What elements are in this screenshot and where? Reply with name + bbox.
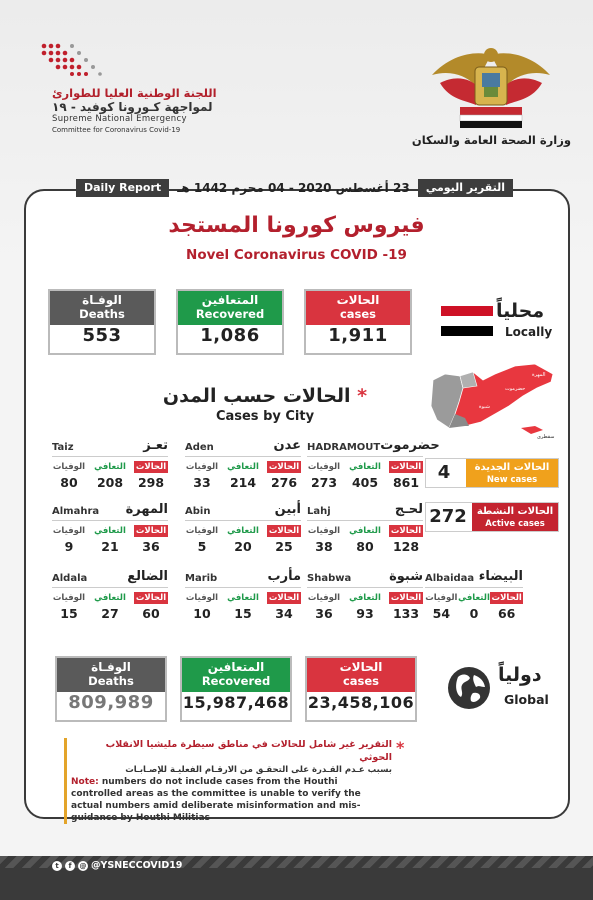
global-deaths-box	[55, 656, 167, 722]
city-recovered: 0	[469, 606, 479, 621]
city-name-en: Shabwa	[307, 573, 352, 584]
city-recovered: 214	[229, 475, 257, 490]
label-recovered: التعافي	[349, 526, 381, 536]
committee-en-line2: Committee for Coronavirus Covid-19	[52, 126, 181, 134]
local-recovered-en: Recovered	[195, 307, 265, 321]
cases-by-city-star: *	[357, 385, 368, 407]
city-cases: 34	[275, 606, 293, 621]
label-recovered: التعافي	[94, 593, 126, 603]
map-label-hadramout: حضرموت	[505, 386, 526, 392]
city-recovered: 21	[101, 539, 119, 554]
note-label: Note:	[71, 777, 99, 787]
city-cases: 298	[137, 475, 165, 490]
label-cases: الحالات	[135, 526, 167, 536]
note-block	[64, 738, 392, 824]
city-cases: 60	[142, 606, 160, 621]
label-deaths: الوفيات	[185, 593, 219, 603]
twitter-icon[interactable]: t	[52, 861, 62, 871]
social-handles	[52, 860, 182, 871]
city-deaths: 54	[432, 606, 451, 621]
city-card-aldala	[52, 569, 168, 621]
global-cases-ar: الحالات	[339, 660, 383, 674]
city-name-ar: عدن	[273, 438, 301, 453]
city-name-en: HADRAMOUT	[307, 442, 381, 453]
city-deaths: 5	[197, 539, 207, 554]
city-name-en: Albaidaa	[425, 573, 475, 584]
global-deaths-ar: الوفـاة	[91, 660, 131, 674]
city-name-en: Taiz	[52, 442, 74, 453]
local-deaths-box	[48, 289, 156, 355]
map-label-socotra: سقطرى	[537, 434, 555, 440]
global-recovered-value: 15,987,468	[182, 693, 290, 712]
city-name-ar: شبوة	[389, 569, 423, 584]
local-cases-value: 1,911	[328, 325, 388, 346]
locally-label-ar: محلياً	[496, 300, 545, 322]
committee-ar-line1: اللجنة الوطنية العليا للطوارئ	[52, 86, 217, 100]
ministry-name: وزارة الصحة العامة والسكان	[411, 133, 571, 147]
city-cases: 276	[270, 475, 298, 490]
city-recovered: 93	[356, 606, 374, 621]
city-name-en: Aden	[185, 442, 214, 453]
city-recovered: 20	[234, 539, 252, 554]
city-name-ar: المهرة	[125, 502, 168, 517]
label-cases: الحالات	[390, 593, 422, 603]
label-recovered: التعافي	[94, 526, 126, 536]
label-deaths: الوفيات	[307, 462, 341, 472]
committee-text	[52, 86, 232, 135]
local-deaths-ar: الوفـاة	[82, 293, 122, 307]
social-handle[interactable]: @YSNECCOVID19	[91, 860, 183, 871]
map-label-mahra: المهرة	[532, 372, 546, 378]
new-cases-ar: الحالات الجديدة	[474, 462, 550, 473]
committee-en-line1: Supreme National Emergency	[52, 114, 187, 124]
city-card-albaidaa	[425, 569, 523, 621]
local-recovered-ar: المتعافين	[201, 293, 259, 307]
note-ar-line2: بسبب عـدم القـدرة على التحقـق من الارقـام الفعليـة للإصـابـات	[125, 765, 392, 775]
label-recovered: التعافي	[349, 593, 381, 603]
note-ar-line1: التقرير غير شامل للحالات في مناطق سيطرة مليشيا الانقلاب الحوثي	[105, 739, 392, 763]
global-cases-value: 23,458,106	[307, 693, 415, 712]
yemen-flag-icon	[441, 306, 493, 336]
city-card-lahj	[307, 502, 423, 554]
global-deaths-en: Deaths	[88, 674, 134, 688]
city-cases: 133	[392, 606, 420, 621]
label-recovered: التعافي	[349, 462, 381, 472]
label-cases: الحالات	[268, 526, 300, 536]
city-name-ar: حضرموت	[380, 438, 440, 453]
label-deaths: الوفيات	[307, 593, 341, 603]
daily-report-ar-label: التقرير اليومي	[418, 179, 513, 197]
local-deaths-value: 553	[82, 325, 122, 346]
city-name-ar: تعـز	[143, 438, 168, 453]
city-name-ar: مأرب	[267, 569, 301, 584]
city-card-taiz	[52, 438, 168, 490]
global-cases-box	[305, 656, 417, 722]
active-cases-en: Active cases	[485, 519, 545, 529]
local-cases-ar: الحالات	[336, 293, 380, 307]
label-cases: الحالات	[135, 593, 167, 603]
city-recovered: 208	[96, 475, 124, 490]
label-recovered: التعافي	[227, 593, 259, 603]
global-label-en: Global	[504, 692, 549, 707]
title-en: Novel Coronavirus COVID -19	[186, 247, 407, 263]
title-ar: فيروس كورونا المستجد	[168, 213, 425, 238]
city-cases: 861	[392, 475, 420, 490]
city-name-en: Aldala	[52, 573, 88, 584]
yemen-map	[425, 362, 560, 442]
cases-by-city-ar-text: الحالات حسب المدن	[162, 385, 351, 407]
city-deaths: 36	[315, 606, 333, 621]
city-cases: 128	[392, 539, 420, 554]
city-card-abin	[185, 502, 301, 554]
active-cases-ar: الحالات النشطة	[476, 506, 554, 517]
label-deaths: الوفيات	[52, 462, 86, 472]
label-deaths: الوفيات	[185, 526, 219, 536]
local-cases-en: cases	[339, 307, 377, 321]
date-bar	[76, 179, 513, 197]
city-name-en: Abin	[185, 506, 211, 517]
new-cases-box	[425, 458, 559, 488]
global-label-ar: دولياً	[498, 664, 542, 686]
city-name-ar: لحـج	[394, 502, 423, 517]
committee-logo	[38, 40, 118, 84]
locally-label-en: Locally	[505, 325, 553, 339]
city-deaths: 15	[60, 606, 78, 621]
city-name-en: Lahj	[307, 506, 331, 517]
note-star: *	[396, 738, 405, 757]
city-card-shabwa	[307, 569, 423, 621]
label-recovered: التعافي	[227, 462, 259, 472]
city-recovered: 80	[356, 539, 374, 554]
label-cases: الحالات	[135, 462, 167, 472]
label-deaths: الوفيات	[52, 593, 86, 603]
at-icon: @	[79, 861, 87, 870]
label-cases: الحالات	[491, 593, 522, 603]
city-card-marib	[185, 569, 301, 621]
city-deaths: 38	[315, 539, 333, 554]
local-recovered-box	[176, 289, 284, 355]
daily-report-label: Daily Report	[76, 179, 169, 197]
note-en-text: numbers do not include cases from the Houthi controlled areas as the committee is unable to verify the actual numbers amid deliberate misinformation and mis-guidance by Houthi Militias	[71, 777, 361, 823]
label-cases: الحالات	[390, 462, 422, 472]
label-deaths: الوفيات	[185, 462, 219, 472]
cases-by-city-ar	[135, 385, 395, 407]
label-cases: الحالات	[390, 526, 422, 536]
city-name-en: Marib	[185, 573, 218, 584]
city-name-ar: أبين	[274, 502, 301, 517]
globe-icon	[446, 665, 492, 711]
city-recovered: 15	[234, 606, 252, 621]
city-name-ar: البيضاء	[478, 569, 523, 584]
city-recovered: 405	[351, 475, 379, 490]
new-cases-value: 4	[437, 462, 451, 483]
city-card-almahra	[52, 502, 168, 554]
cases-by-city-en: Cases by City	[215, 409, 315, 424]
label-deaths: الوفيات	[52, 526, 86, 536]
city-name-en: Almahra	[52, 506, 100, 517]
label-recovered: التعافي	[227, 526, 259, 536]
active-cases-box	[425, 502, 559, 532]
local-cases-box	[304, 289, 412, 355]
global-recovered-ar: المتعافين	[207, 660, 265, 674]
label-recovered: التعافي	[94, 462, 126, 472]
city-recovered: 27	[101, 606, 119, 621]
label-recovered: التعافي	[458, 593, 490, 603]
new-cases-en: New cases	[486, 475, 538, 485]
global-recovered-box	[180, 656, 292, 722]
global-deaths-value: 809,989	[68, 692, 154, 713]
committee-ar-line2: لمواجهة كـورونا كوفيد - ١٩	[52, 100, 213, 114]
label-cases: الحالات	[268, 593, 300, 603]
yemen-emblem	[430, 45, 552, 131]
city-deaths: 33	[193, 475, 211, 490]
city-deaths: 80	[60, 475, 78, 490]
report-date: 23 أغسطس 2020 - 04 محرم 1442 هـ	[177, 181, 410, 195]
label-cases: الحالات	[268, 462, 300, 472]
city-cases: 25	[275, 539, 293, 554]
city-card-aden	[185, 438, 301, 490]
label-deaths: الوفيات	[425, 593, 458, 603]
label-deaths: الوفيات	[307, 526, 341, 536]
note-en	[71, 776, 392, 824]
city-cases: 66	[497, 606, 516, 621]
global-cases-en: cases	[342, 674, 380, 688]
local-recovered-value: 1,086	[200, 325, 260, 346]
city-deaths: 9	[64, 539, 74, 554]
local-deaths-en: Deaths	[79, 307, 125, 321]
map-label-shabwa: شبوة	[479, 404, 490, 410]
active-cases-value: 272	[429, 506, 467, 527]
city-deaths: 10	[193, 606, 211, 621]
city-deaths: 273	[310, 475, 338, 490]
global-recovered-en: Recovered	[201, 674, 271, 688]
facebook-icon[interactable]: f	[65, 861, 75, 871]
city-card-hadramout	[307, 438, 440, 490]
city-cases: 36	[142, 539, 160, 554]
city-name-ar: الضالع	[127, 569, 168, 584]
